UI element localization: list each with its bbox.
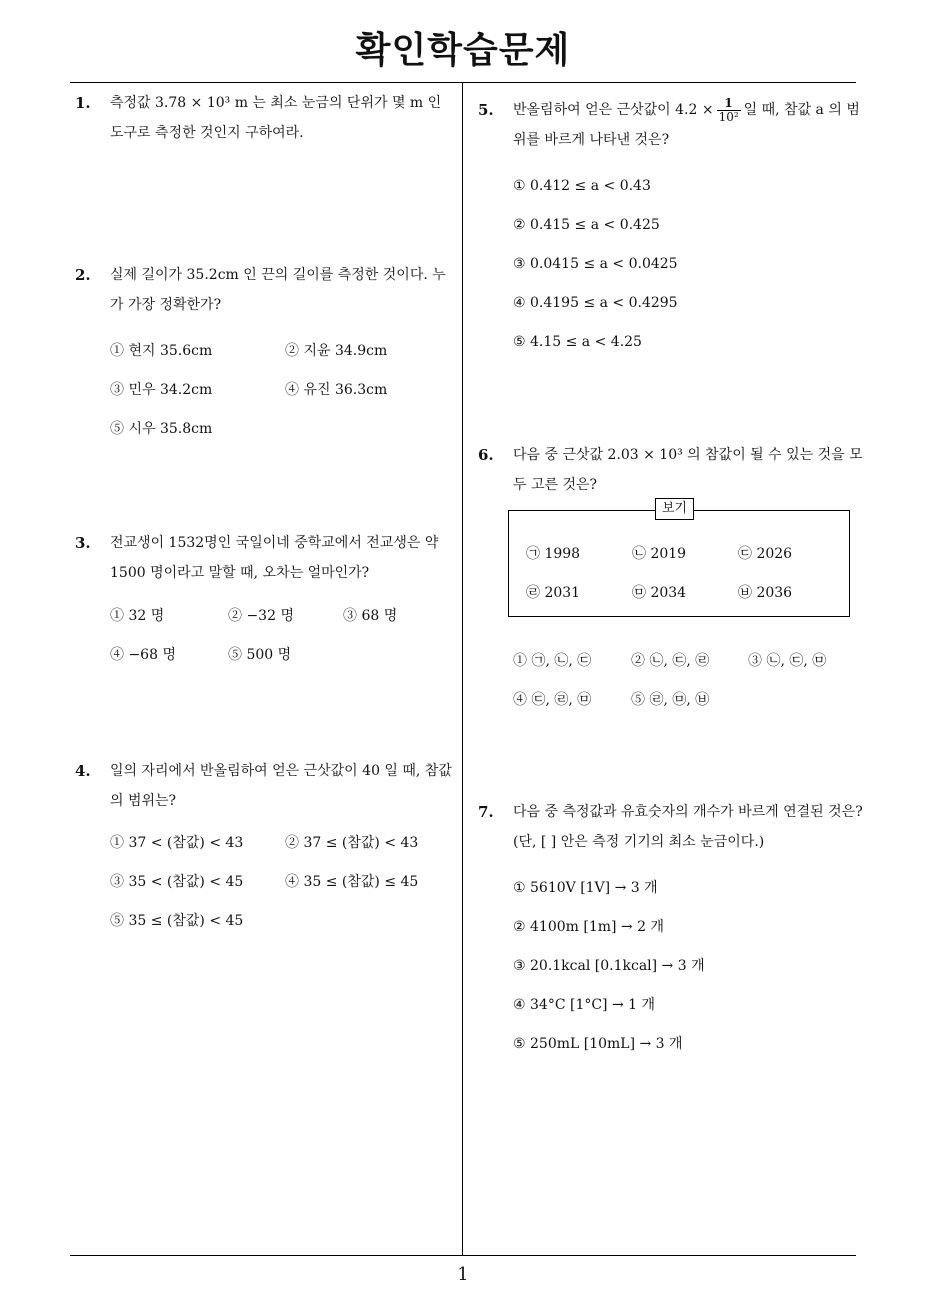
- stem-part-b: 일 때, 참값 a 의 범위를 바르게 나타낸 것은?: [513, 102, 860, 148]
- question-stem: 일의 자리에서 반올림하여 얻은 근삿값이 40 일 때, 참값의 범위는?: [110, 763, 452, 809]
- choice-5[interactable]: ⑤ 250mL [10mL] → 3 개: [513, 1036, 683, 1052]
- question-stem: [513, 95, 863, 155]
- choice-3[interactable]: ③ 35 < (참값) < 45: [110, 874, 244, 890]
- question-7: [478, 797, 863, 857]
- question-5: [478, 95, 863, 155]
- question-number: 1.: [75, 94, 91, 112]
- question-2: [75, 260, 455, 320]
- choice-5[interactable]: ⑤ 시우 35.8cm: [110, 421, 213, 437]
- choice-5[interactable]: ⑤ ㉣, ㉤, ㉥: [631, 692, 710, 708]
- bogi-item: ㉤ 2034: [632, 585, 687, 601]
- bogi-item: ㉢ 2026: [738, 546, 793, 562]
- choice-3[interactable]: ③ 0.0415 ≤ a < 0.0425: [513, 256, 678, 272]
- question-6: [478, 440, 863, 500]
- question-stem: 다음 중 근삿값 2.03 × 10³ 의 참값이 될 수 있는 것을 모두 고른 것은?: [513, 447, 863, 493]
- question-number: 6.: [478, 446, 494, 464]
- page-number: 1: [457, 1264, 469, 1285]
- fraction: [717, 97, 741, 124]
- bogi-item: ㉥ 2036: [738, 585, 793, 601]
- choice-3[interactable]: ③ ㉡, ㉢, ㉤: [748, 653, 827, 669]
- column-divider: [462, 82, 463, 1255]
- question-stem: 측정값 3.78 × 10³ m 는 최소 눈금의 단위가 몇 m 인 도구로 측정한 것인지 구하여라.: [110, 95, 442, 141]
- choice-4[interactable]: ④ ㉢, ㉣, ㉤: [513, 692, 592, 708]
- top-rule: [70, 82, 856, 83]
- bottom-rule: [70, 1255, 856, 1256]
- choice-4[interactable]: ④ 35 ≤ (참값) ≤ 45: [285, 874, 419, 890]
- page-title: 확인학습문제: [355, 30, 571, 71]
- choice-4[interactable]: ④ 34°C [1°C] → 1 개: [513, 997, 656, 1013]
- choice-5[interactable]: ⑤ 500 명: [228, 647, 292, 663]
- question-4: [75, 756, 455, 816]
- choice-1[interactable]: ① 32 명: [110, 608, 165, 624]
- choice-4[interactable]: ④ −68 명: [110, 647, 176, 663]
- choice-3[interactable]: ③ 민우 34.2cm: [110, 382, 213, 398]
- choice-2[interactable]: ② ㉡, ㉢, ㉣: [631, 653, 710, 669]
- choice-5[interactable]: ⑤ 35 ≤ (참값) < 45: [110, 913, 244, 929]
- bogi-item: ㉠ 1998: [526, 546, 581, 562]
- choice-2[interactable]: ② 37 ≤ (참값) < 43: [285, 835, 419, 851]
- question-stem: 실제 길이가 35.2cm 인 끈의 길이를 측정한 것이다. 누가 가장 정확한가?: [110, 267, 446, 313]
- choice-2[interactable]: ② −32 명: [228, 608, 294, 624]
- choice-1[interactable]: ① 37 < (참값) < 43: [110, 835, 244, 851]
- choice-4[interactable]: ④ 0.4195 ≤ a < 0.4295: [513, 295, 678, 311]
- choice-4[interactable]: ④ 유진 36.3cm: [285, 382, 388, 398]
- fraction-numerator: 1: [717, 97, 741, 111]
- choice-3[interactable]: ③ 68 명: [343, 608, 398, 624]
- choice-1[interactable]: ① 5610V [1V] → 3 개: [513, 880, 658, 896]
- stem-part-a: 반올림하여 얻은 근삿값이 4.2 ×: [513, 102, 714, 118]
- choice-2[interactable]: ② 0.415 ≤ a < 0.425: [513, 217, 660, 233]
- choice-2[interactable]: ② 지윤 34.9cm: [285, 343, 388, 359]
- fraction-denominator: 10²: [718, 109, 739, 124]
- question-1: [75, 88, 455, 148]
- question-number: 5.: [478, 101, 494, 119]
- choice-1[interactable]: ① 0.412 ≤ a < 0.43: [513, 178, 651, 194]
- question-number: 3.: [75, 534, 91, 552]
- question-number: 4.: [75, 762, 91, 780]
- choice-2[interactable]: ② 4100m [1m] → 2 개: [513, 919, 664, 935]
- question-stem: 다음 중 측정값과 유효숫자의 개수가 바르게 연결된 것은? (단, [ ] 안은 측정 기기의 최소 눈금이다.): [513, 804, 863, 850]
- question-number: 2.: [75, 266, 91, 284]
- bogi-item: ㉡ 2019: [632, 546, 687, 562]
- question-3: [75, 528, 455, 588]
- bogi-item: ㉣ 2031: [526, 585, 581, 601]
- question-number: 7.: [478, 803, 494, 821]
- choice-1[interactable]: ① ㉠, ㉡, ㉢: [513, 653, 592, 669]
- choice-1[interactable]: ① 현지 35.6cm: [110, 343, 213, 359]
- choice-3[interactable]: ③ 20.1kcal [0.1kcal] → 3 개: [513, 958, 705, 974]
- bogi-label: 보기: [655, 498, 694, 520]
- choice-5[interactable]: ⑤ 4.15 ≤ a < 4.25: [513, 334, 642, 350]
- question-stem: 전교생이 1532명인 국일이네 중학교에서 전교생은 약 1500 명이라고 말할 때, 오차는 얼마인가?: [110, 535, 439, 581]
